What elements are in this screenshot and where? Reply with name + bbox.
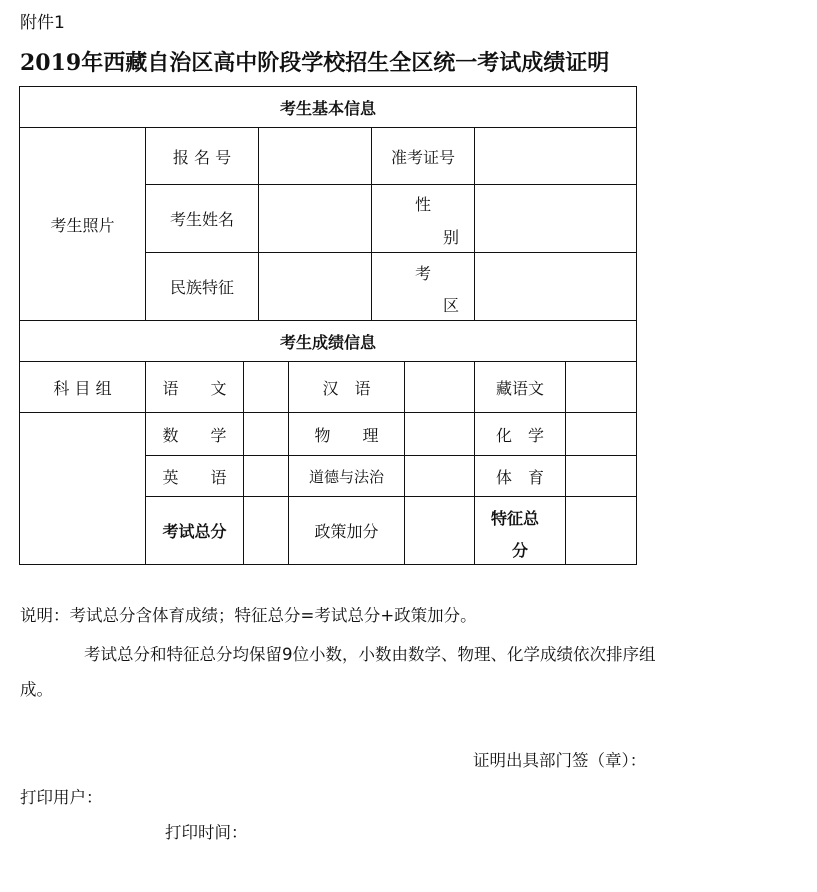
table-line [636, 86, 637, 565]
subject-tibetan: 藏语文 [495, 378, 544, 398]
photo-label: 考生照片 [50, 215, 115, 235]
subject-chemistry: 化 学 [495, 425, 544, 445]
district-label-2: 区 [443, 296, 460, 315]
subject-pe: 体 育 [495, 467, 544, 487]
gender-label-2: 别 [443, 228, 460, 247]
subject-physics: 物 理 [314, 425, 379, 445]
attachment-label: 附件1 [20, 13, 65, 33]
table-line [565, 361, 566, 564]
subject-group-label: 科 目 组 [53, 378, 112, 398]
note-line-2: 考试总分和特征总分均保留9位小数，小数由数学、物理、化学成绩依次排序组 [84, 645, 656, 664]
note-line-1: 说明：考试总分含体育成绩；特征总分=考试总分+政策加分。 [20, 606, 477, 625]
basic-info-header: 考生基本信息 [279, 98, 376, 118]
admission-no-value [475, 128, 636, 184]
note-line-3: 成。 [20, 680, 53, 699]
feature-total-label-1: 特征总 [491, 509, 540, 528]
subject-morality: 道德与法治 [308, 467, 384, 486]
name-label: 考生姓名 [169, 210, 234, 229]
table-line [404, 361, 405, 564]
reg-no-label: 报 名 号 [172, 147, 232, 167]
gender-label-1: 性 [415, 195, 432, 214]
subject-english: 英 语 [162, 467, 227, 487]
table-line [243, 361, 244, 564]
subject-han: 汉 语 [322, 378, 371, 398]
print-user-label: 打印用户： [20, 788, 103, 807]
ethnic-label: 民族特征 [169, 278, 234, 297]
feature-total-label-2: 分 [512, 541, 529, 560]
issuer-signature-label: 证明出具部门签（章）： [473, 751, 647, 770]
subject-chinese: 语 文 [162, 378, 227, 398]
reg-no-value [259, 128, 371, 184]
score-info-header: 考生成绩信息 [279, 332, 376, 352]
print-time-label: 打印时间： [165, 823, 248, 842]
district-label-1: 考 [415, 264, 432, 283]
document-title: 2019年西藏自治区高中阶段学校招生全区统一考试成绩证明 [20, 50, 610, 76]
policy-bonus-label: 政策加分 [314, 522, 379, 541]
admission-no-label: 准考证号 [390, 147, 455, 167]
total-score-label: 考试总分 [162, 522, 227, 541]
table-line [19, 564, 637, 565]
subject-math: 数 学 [162, 425, 227, 445]
